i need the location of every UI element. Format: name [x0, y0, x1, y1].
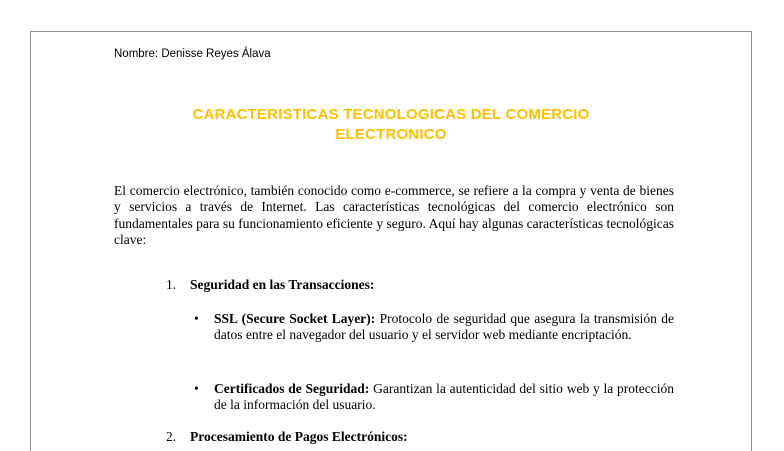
list-number: 2. [166, 429, 177, 444]
author-label: Nombre: [114, 48, 159, 60]
list-heading: Procesamiento de Pagos Electrónicos: [190, 429, 408, 444]
list-item-2 [166, 429, 408, 445]
bullet-text: Protocolo de seguridad que asegura la transmisión de datos entre el navegador del usuario y el servidor web mediante encriptación. [214, 311, 674, 343]
document-title [31, 105, 751, 145]
title-line-1: CARACTERISTICAS TECNOLOGICAS DEL COMERCIO [192, 106, 590, 123]
list-heading: Seguridad en las Transacciones: [190, 277, 375, 292]
title-line-2: ELECTRONICO [335, 126, 447, 143]
list-number: 1. [166, 277, 177, 292]
bullet-item-ssl [194, 311, 674, 344]
author-line [114, 48, 271, 60]
bullet-term: Certificados de Seguridad: [214, 381, 370, 396]
bullet-icon: • [194, 311, 199, 326]
document-page [30, 31, 752, 451]
intro-paragraph: El comercio electrónico, también conocido como e-commerce, se refiere a la compra y venta de bienes y servicios a través de Internet. Las características tecnológicas del comercio electrónico son fundamentales para su funcionamiento eficiente y seguro. Aquí hay algunas características tecnológicas clave: [114, 183, 674, 247]
bullet-item-certificates [194, 381, 675, 414]
bullet-term: SSL (Secure Socket Layer): [214, 311, 376, 326]
author-name: Denisse Reyes Álava [161, 48, 271, 60]
bullet-icon: • [194, 381, 199, 396]
list-item-1 [166, 277, 374, 293]
bullet-text: Garantizan la autenticidad del sitio web y la protección de la información del usuario. [214, 381, 675, 413]
